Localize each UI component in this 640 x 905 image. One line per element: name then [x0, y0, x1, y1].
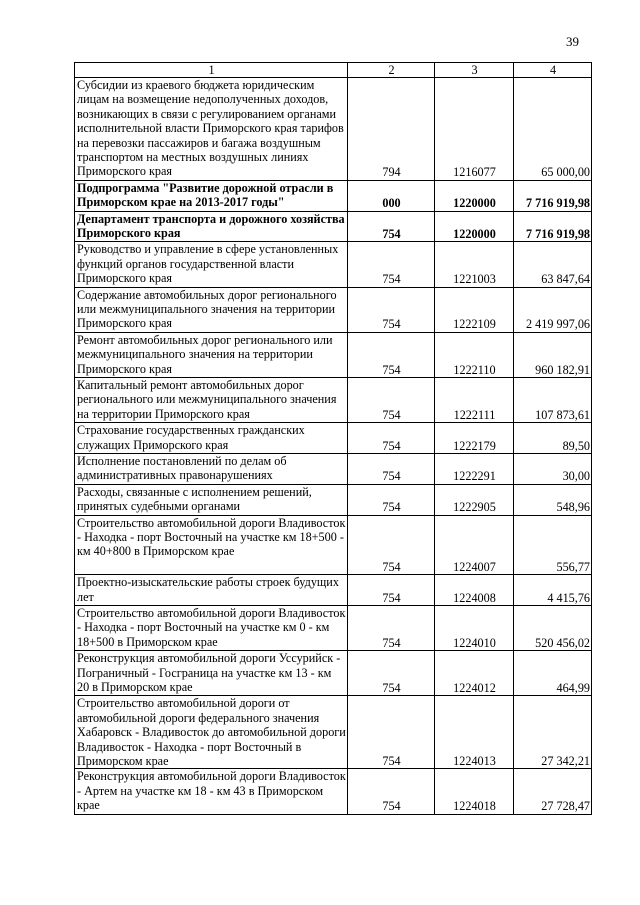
row-chapter-cell: 754	[348, 651, 435, 696]
row-target-cell: 1221003	[435, 242, 514, 287]
row-target-cell: 1224013	[435, 696, 514, 769]
row-name-cell: Проектно-изыскательские работы строек будущих лет	[75, 575, 348, 606]
row-chapter-cell: 754	[348, 423, 435, 454]
row-name-cell: Ремонт автомобильных дорог регионального или межмуниципального значения на территории Приморского края	[75, 332, 348, 377]
row-target-cell: 1224010	[435, 605, 514, 650]
header-col-3: 3	[435, 63, 514, 78]
row-chapter-cell: 754	[348, 453, 435, 484]
row-name-cell: Капитальный ремонт автомобильных дорог регионального или межмуниципального значения на территории Приморского края	[75, 377, 348, 422]
row-name-cell: Расходы, связанные с исполнением решений, принятых судебными органами	[75, 484, 348, 515]
row-target-cell: 1222179	[435, 423, 514, 454]
row-target-cell: 1224008	[435, 575, 514, 606]
row-target-cell: 1222110	[435, 332, 514, 377]
table-row	[75, 484, 592, 515]
page-number: 39	[566, 34, 579, 49]
row-name-cell: Строительство автомобильной дороги от автомобильной дороги федерального значения Хабаровск - Владивосток до автомобильной дороги Владивосток - Находка - порт Восточный в Приморском крае	[75, 696, 348, 769]
row-amount-cell: 30,00	[514, 453, 592, 484]
row-name-cell: Исполнение постановлений по делам об административных правонарушениях	[75, 453, 348, 484]
table-row	[75, 453, 592, 484]
row-amount-cell: 7 716 919,98	[514, 180, 592, 211]
row-target-cell: 1216077	[435, 78, 514, 181]
table-row	[75, 423, 592, 454]
row-chapter-cell: 754	[348, 484, 435, 515]
row-chapter-cell: 754	[348, 332, 435, 377]
table-row	[75, 575, 592, 606]
row-chapter-cell: 754	[348, 769, 435, 814]
row-chapter-cell: 794	[348, 78, 435, 181]
row-amount-cell: 520 456,02	[514, 605, 592, 650]
row-target-cell: 1224007	[435, 515, 514, 575]
table-row	[75, 180, 592, 211]
table-row	[75, 78, 592, 181]
table-row	[75, 287, 592, 332]
row-name-cell: Реконструкция автомобильной дороги Владивосток - Артем на участке км 18 - км 43 в Приморском крае	[75, 769, 348, 814]
row-name-cell: Подпрограмма "Развитие дорожной отрасли в Приморском крае на 2013-2017 годы"	[75, 180, 348, 211]
table-header-row	[75, 63, 592, 78]
row-chapter-cell: 754	[348, 575, 435, 606]
row-target-cell: 1220000	[435, 211, 514, 242]
row-target-cell: 1224012	[435, 651, 514, 696]
row-target-cell: 1224018	[435, 769, 514, 814]
row-amount-cell: 464,99	[514, 651, 592, 696]
table-body	[75, 78, 592, 815]
row-amount-cell: 548,96	[514, 484, 592, 515]
row-chapter-cell: 754	[348, 377, 435, 422]
table-row	[75, 696, 592, 769]
row-amount-cell: 27 342,21	[514, 696, 592, 769]
table-row	[75, 651, 592, 696]
table-row	[75, 332, 592, 377]
row-amount-cell: 27 728,47	[514, 769, 592, 814]
row-name-cell: Субсидии из краевого бюджета юридическим лицам на возмещение недополученных доходов, возникающих в связи с регулированием органами исполнительной власти Приморского края тарифов на перевозки пассажиров и багажа воздушным транспортом на местных воздушных линиях Приморского края	[75, 78, 348, 181]
row-name-cell: Департамент транспорта и дорожного хозяйства Приморского края	[75, 211, 348, 242]
row-chapter-cell: 754	[348, 605, 435, 650]
row-chapter-cell: 000	[348, 180, 435, 211]
row-amount-cell: 89,50	[514, 423, 592, 454]
row-chapter-cell: 754	[348, 515, 435, 575]
row-name-cell: Содержание автомобильных дорог регионального или межмуниципального значения на территории Приморского края	[75, 287, 348, 332]
row-amount-cell: 107 873,61	[514, 377, 592, 422]
header-col-1: 1	[75, 63, 348, 78]
table-row	[75, 515, 592, 575]
row-chapter-cell: 754	[348, 287, 435, 332]
table-row	[75, 211, 592, 242]
row-name-cell: Реконструкция автомобильной дороги Уссурийск - Пограничный - Госграница на участке км 13 - км 20 в Приморском крае	[75, 651, 348, 696]
table-row	[75, 605, 592, 650]
row-amount-cell: 63 847,64	[514, 242, 592, 287]
row-target-cell: 1222111	[435, 377, 514, 422]
row-amount-cell: 2 419 997,06	[514, 287, 592, 332]
row-name-cell: Страхование государственных гражданских служащих Приморского края	[75, 423, 348, 454]
row-chapter-cell: 754	[348, 696, 435, 769]
row-name-cell: Строительство автомобильной дороги Владивосток - Находка - порт Восточный на участке км 0 - км 18+500 в Приморском крае	[75, 605, 348, 650]
table-row	[75, 377, 592, 422]
row-chapter-cell: 754	[348, 242, 435, 287]
row-target-cell: 1220000	[435, 180, 514, 211]
header-col-2: 2	[348, 63, 435, 78]
row-amount-cell: 4 415,76	[514, 575, 592, 606]
table-row	[75, 242, 592, 287]
row-target-cell: 1222291	[435, 453, 514, 484]
row-amount-cell: 65 000,00	[514, 78, 592, 181]
budget-table	[74, 62, 592, 815]
row-name-cell: Руководство и управление в сфере установленных функций органов государственной власти Приморского края	[75, 242, 348, 287]
row-name-cell: Строительство автомобильной дороги Владивосток - Находка - порт Восточный на участке км 18+500 - км 40+800 в Приморском крае	[75, 515, 348, 575]
row-chapter-cell: 754	[348, 211, 435, 242]
table-row	[75, 769, 592, 814]
row-amount-cell: 960 182,91	[514, 332, 592, 377]
row-target-cell: 1222109	[435, 287, 514, 332]
row-amount-cell: 556,77	[514, 515, 592, 575]
header-col-4: 4	[514, 63, 592, 78]
row-amount-cell: 7 716 919,98	[514, 211, 592, 242]
row-target-cell: 1222905	[435, 484, 514, 515]
